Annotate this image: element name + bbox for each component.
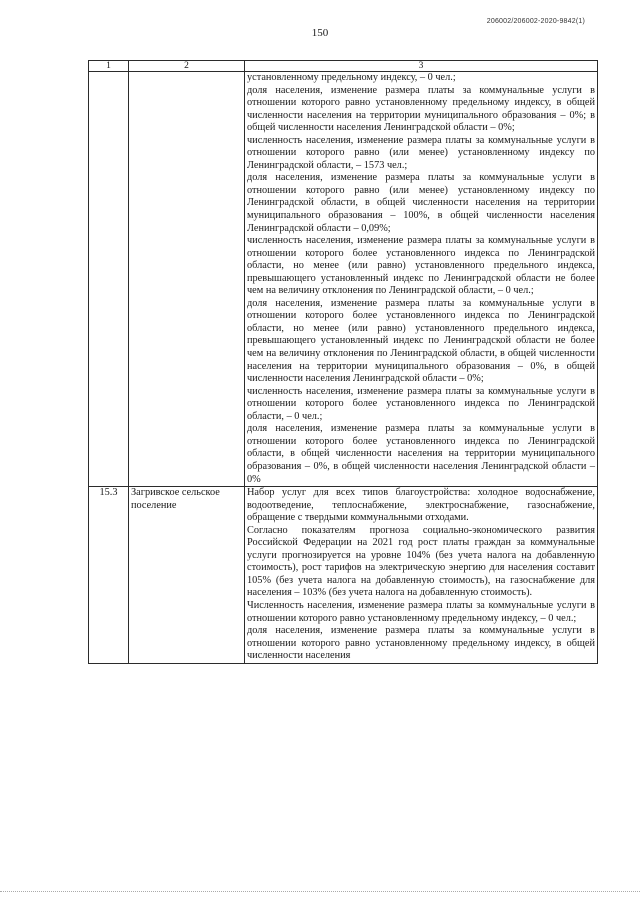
document-id: 206002/206002-2020-9842(1) (486, 18, 585, 25)
paragraph: доля населения, изменение размера платы за коммунальные услуги в отношении которого более установленного индекса по Ленинградской области, в общей численности населения на территории муниципального образования – 0%, в общей численности населения Ленинградской области – 0% (247, 423, 595, 485)
table-row-continued (89, 72, 598, 487)
paragraph: доля населения, изменение размера платы за коммунальные услуги в отношении которого равно установленному предельному индексу, в общей численности населения (247, 625, 595, 662)
column-number-2: 2 (129, 61, 245, 72)
paragraph: Набор услуг для всех типов благоустройства: холодное водоснабжение, водоотведение, теплоснабжение, электроснабжение, газоснабжение, обращение с твердыми коммунальными отходами. (247, 487, 595, 524)
row-name-cell (129, 72, 245, 487)
column-number-row (89, 61, 598, 72)
paragraph: Численность населения, изменение размера платы за коммунальные услуги в отношении которого равно установленному предельному индексу, – 0 чел.; (247, 599, 595, 624)
row-number: 15.3 (89, 487, 129, 664)
paragraph: доля населения, изменение размера платы за коммунальные услуги в отношении которого более установленного индекса по Ленинградской области, но менее (или равно) установленного предельного индекса, превышающего установленный индекс по Ленинградской области не более чем на величину отклонения по Ленинградской области, в общей численности населения на территории муниципального образования – 0%, в общей численности населения Ленинградской области – 0%; (247, 297, 595, 385)
paragraph: доля населения, изменение размера платы за коммунальные услуги в отношении которого равно установленному предельному индексу, в общей численности населения на территории муниципального образования – 0%; в общей численности населения Ленинградской области – 0%; (247, 84, 595, 134)
scan-edge-line (0, 891, 640, 892)
paragraph: численность населения, изменение размера платы за коммунальные услуги в отношении которого более установленного индекса по Ленинградской области, – 0 чел.; (247, 385, 595, 422)
row-content-cell (245, 72, 598, 487)
paragraph: численность населения, изменение размера платы за коммунальные услуги в отношении которого более установленного индекса по Ленинградской области, но менее (или равно) установленного предельного индекса, превышающего установленный индекс по Ленинградской области не более чем на величину отклонения по Ленинградской области, – 0 чел.; (247, 235, 595, 297)
paragraph: установленному предельному индексу, – 0 чел.; (247, 72, 456, 83)
settlement-name: Загривское сельское поселение (129, 487, 245, 664)
row-content-cell (245, 487, 598, 664)
row-number-cell (89, 72, 129, 487)
table-row-15-3 (89, 487, 598, 664)
paragraph: численность населения, изменение размера платы за коммунальные услуги в отношении которого равно (или менее) установленному индексу по Ленинградской области, – 1573 чел.; (247, 134, 595, 171)
paragraph: доля населения, изменение размера платы за коммунальные услуги в отношении которого равно (или менее) установленному индексу по Ленинградской области, в общей численности населения на территории муниципального образования – 100%, в общей численности населения Ленинградской области – 0,09%; (247, 172, 595, 234)
column-number-3: 3 (245, 61, 598, 72)
page-number: 150 (311, 27, 329, 39)
document-table (88, 60, 598, 664)
column-number-1: 1 (89, 61, 129, 72)
paragraph: Согласно показателям прогноза социально-экономического развития Российской Федерации на 2021 год рост платы граждан за коммунальные услуги прогнозируется на уровне 104% (без учета налога на добавленную стоимость), рост тарифов на электрическую энергию для населения составит 105% (без учета налога на добавленную стоимость), на газоснабжение для населения – 103% (без учета налога на добавленную стоимость). (247, 524, 595, 599)
